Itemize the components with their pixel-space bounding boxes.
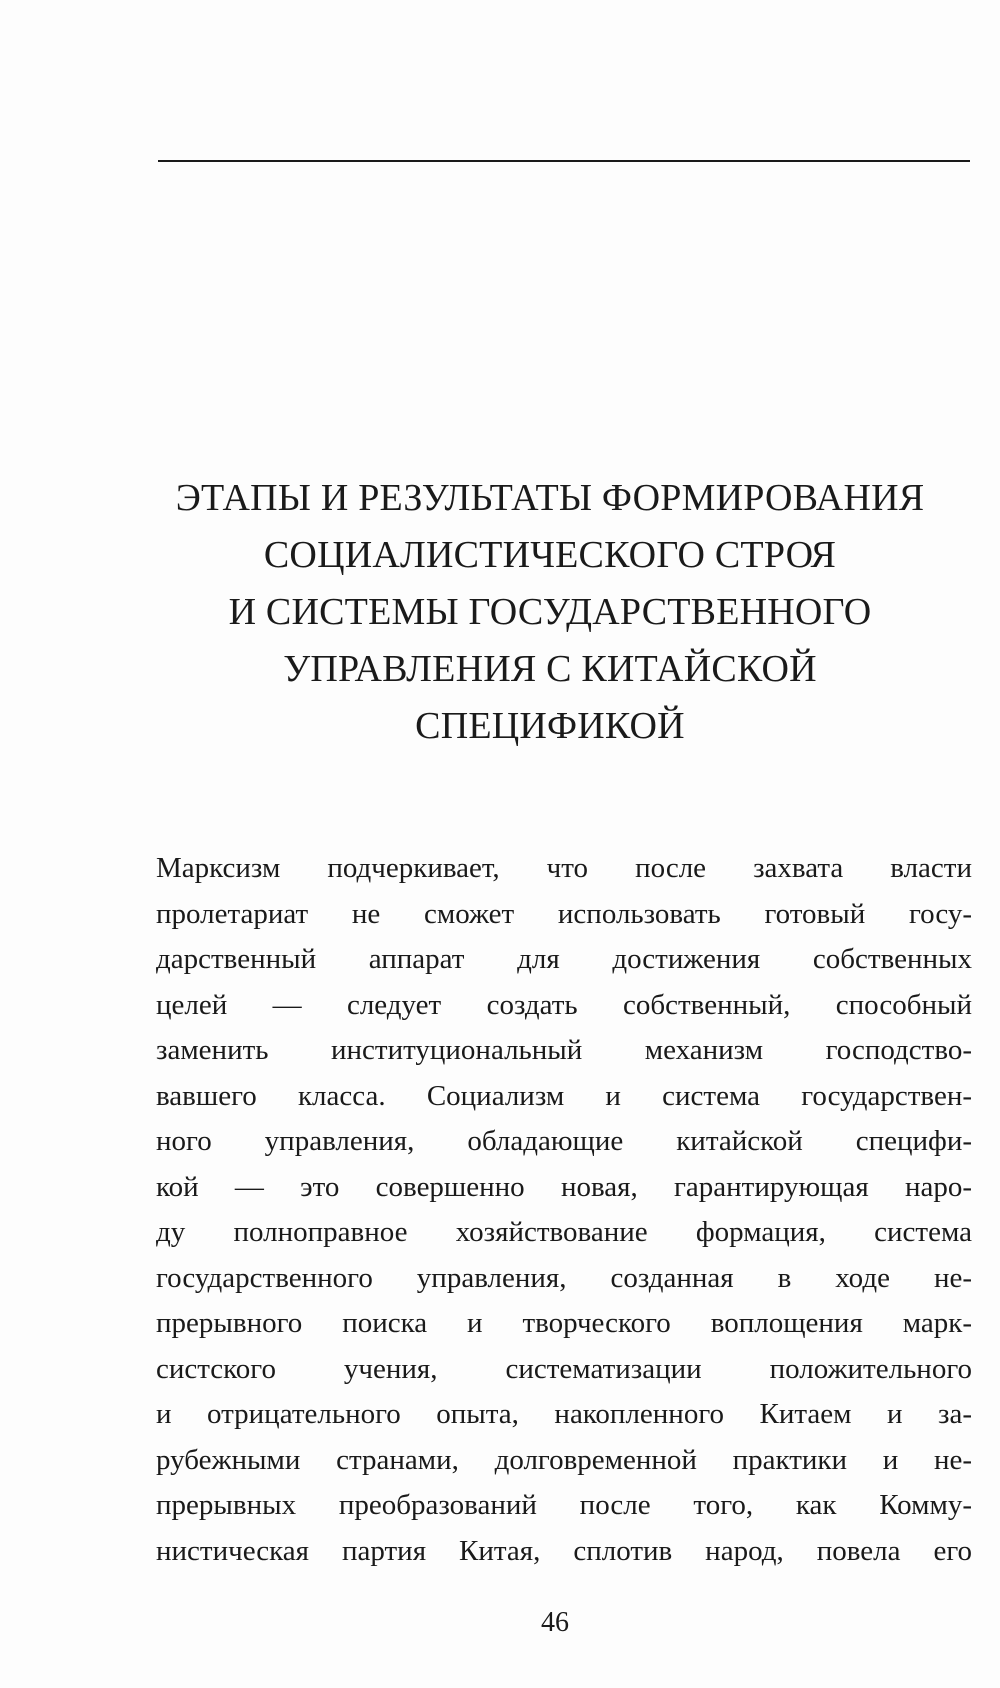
body-line: кой — это совершенно новая, гарантирующая наро-: [156, 1170, 972, 1203]
body-line: пролетариат не сможет использовать готовый госу-: [156, 897, 972, 930]
body-line: государственного управления, созданная в ходе не-: [156, 1261, 972, 1294]
chapter-title-line: УПРАВЛЕНИЯ С КИТАЙСКОЙ: [283, 648, 817, 690]
chapter-title-line: И СИСТЕМЫ ГОСУДАРСТВЕННОГО: [228, 591, 872, 633]
body-line: ного управления, обладающие китайской специфи-: [156, 1125, 972, 1157]
body-line: Марксизм подчеркивает, что после захвата власти: [156, 852, 972, 884]
body-line: ду полноправное хозяйствование формация, система: [156, 1216, 972, 1248]
body-line: систского учения, систематизации положительного: [156, 1352, 972, 1385]
body-line: целей — следует создать собственный, способный: [156, 988, 972, 1021]
top-rule-divider: [158, 160, 970, 162]
body-paragraph: [156, 846, 972, 1574]
chapter-title: [120, 470, 980, 755]
body-line: рубежными странами, долговременной практики и не-: [156, 1443, 972, 1476]
page-number: 46: [541, 1607, 569, 1638]
body-line: дарственный аппарат для достижения собственных: [156, 943, 972, 975]
body-line: прерывного поиска и творческого воплощения марк-: [156, 1307, 972, 1339]
chapter-title-line: СПЕЦИФИКОЙ: [415, 705, 685, 747]
body-line: заменить институциональный механизм господство-: [156, 1034, 972, 1066]
body-line: прерывных преобразований после того, как Комму-: [156, 1489, 972, 1521]
body-line: и отрицательного опыта, накопленного Китаем и за-: [156, 1398, 972, 1430]
body-line: вавшего класса. Социализм и система государствен-: [156, 1079, 972, 1112]
chapter-title-line: СОЦИАЛИСТИЧЕСКОГО СТРОЯ: [263, 534, 837, 576]
chapter-title-line: ЭТАПЫ И РЕЗУЛЬТАТЫ ФОРМИРОВАНИЯ: [175, 477, 925, 519]
body-line: нистическая партия Китая, сплотив народ, повела его: [156, 1534, 972, 1567]
